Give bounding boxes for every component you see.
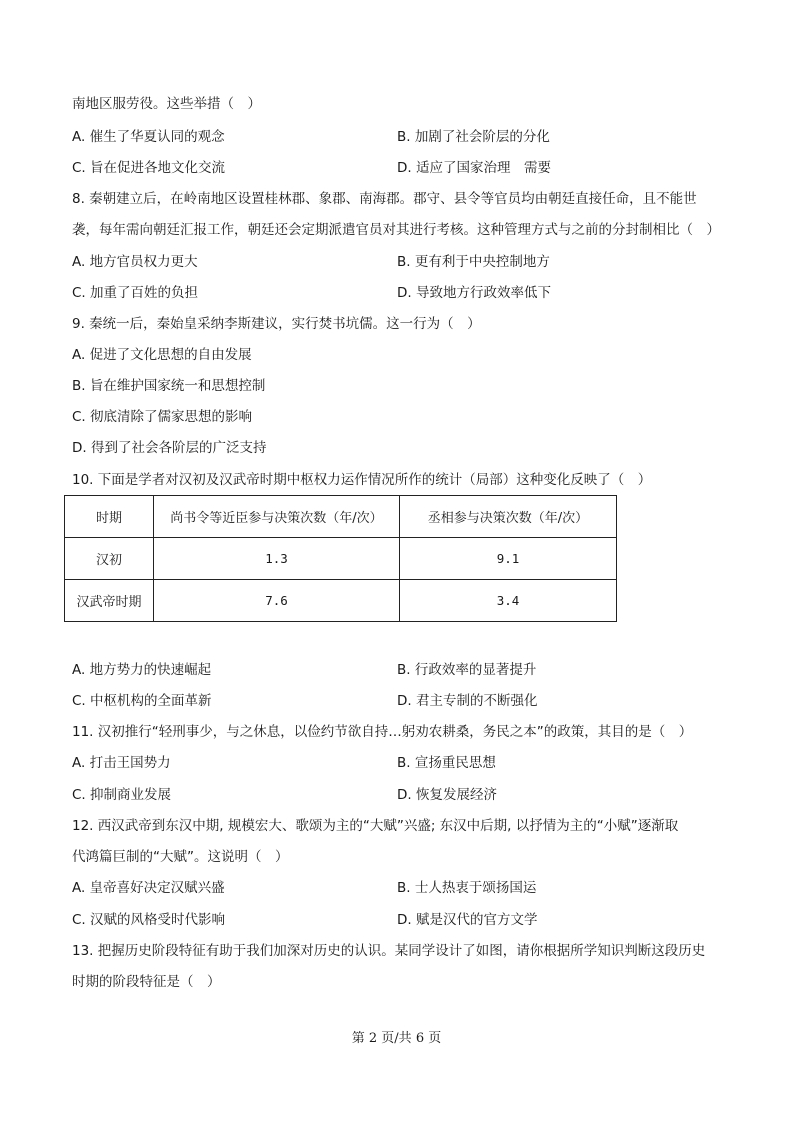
q7-option-b: B. 加剧了社会阶层的分化 — [397, 129, 550, 145]
q11-option-a: A. 打击王国势力 — [72, 755, 171, 771]
question-8-line-2: 袭，每年需向朝廷汇报工作，朝廷还会定期派遣官员对其进行考核。这种管理方式与之前的分封制相比（ ） — [72, 222, 720, 238]
question-13-line-1: 13. 把握历史阶段特征有助于我们加深对历史的认识。某同学设计了如图，请你根据所学知识判断这段历史 — [72, 943, 706, 959]
statistics-table — [64, 495, 617, 622]
q8-option-d: D. 导致地方行政效率低下 — [397, 285, 551, 301]
question-12-line-2: 代鸿篇巨制的“大赋”。这说明（ ） — [72, 849, 289, 865]
q10-option-a: A. 地方势力的快速崛起 — [72, 662, 212, 678]
q11-option-d: D. 恢复发展经济 — [397, 787, 497, 803]
q12-option-c: C. 汉赋的风格受时代影响 — [72, 912, 226, 928]
table-header-cell: 尚书令等近臣参与决策次数（年/次） — [154, 496, 400, 538]
q9-option-c: C. 彻底清除了儒家思想的影响 — [72, 409, 253, 425]
q10-option-d: D. 君主专制的不断强化 — [397, 693, 538, 709]
q8-option-b: B. 更有利于中央控制地方 — [397, 254, 550, 270]
question-13-line-2: 时期的阶段特征是（ ） — [72, 974, 221, 990]
question-11: 11. 汉初推行“轻刑事少，与之休息，以俭约节欲自持…躬劝农耕桑，务民之本”的政策，其目的是（ ） — [72, 724, 693, 740]
table-row — [65, 538, 617, 580]
q7-option-d: D. 适应了国家治理 需要 — [397, 160, 551, 176]
q7-option-c: C. 旨在促进各地文化交流 — [72, 160, 226, 176]
q10-option-b: B. 行政效率的显著提升 — [397, 662, 537, 678]
q12-option-a: A. 皇帝喜好决定汉赋兴盛 — [72, 880, 225, 896]
question-8-line-1: 8. 秦朝建立后，在岭南地区设置桂林郡、象郡、南海郡。郡守、县令等官员均由朝廷直接任命，且不能世 — [72, 191, 697, 207]
table-row — [65, 580, 617, 622]
q9-option-a: A. 促进了文化思想的自由发展 — [72, 347, 252, 363]
table-cell: 7.6 — [154, 580, 400, 622]
q12-option-d: D. 赋是汉代的官方文学 — [397, 912, 538, 928]
q12-option-b: B. 士人热衷于颂扬国运 — [397, 880, 537, 896]
table-header-row — [65, 496, 617, 538]
question-9: 9. 秦统一后，秦始皇采纳李斯建议，实行焚书坑儒。这一行为（ ） — [72, 316, 481, 332]
table-cell: 汉武帝时期 — [65, 580, 154, 622]
q8-option-a: A. 地方官员权力更大 — [72, 254, 198, 270]
question-7-tail: 南地区服劳役。这些举措（ ） — [72, 96, 261, 112]
page-footer: 第 2 页/共 6 页 — [351, 1031, 442, 1046]
question-12-line-1: 12. 西汉武帝到东汉中期, 规模宏大、歌颂为主的“大赋”兴盛; 东汉中后期, 以抒情为主的“小赋”逐渐取 — [72, 818, 679, 834]
q9-option-d: D. 得到了社会各阶层的广泛支持 — [72, 440, 267, 456]
q7-option-a: A. 催生了华夏认同的观念 — [72, 129, 225, 145]
q11-option-b: B. 宣扬重民思想 — [397, 755, 496, 771]
table-cell: 1.3 — [154, 538, 400, 580]
q10-option-c: C. 中枢机构的全面革新 — [72, 693, 212, 709]
table-cell: 9.1 — [400, 538, 617, 580]
table-cell: 3.4 — [400, 580, 617, 622]
question-10: 10. 下面是学者对汉初及汉武帝时期中枢权力运作情况所作的统计（局部）这种变化反映了（ ） — [72, 472, 652, 488]
q8-option-c: C. 加重了百姓的负担 — [72, 285, 199, 301]
table-header-cell: 丞相参与决策次数（年/次） — [400, 496, 617, 538]
q9-option-b: B. 旨在维护国家统一和思想控制 — [72, 378, 266, 394]
table-header-cell: 时期 — [65, 496, 154, 538]
q11-option-c: C. 抑制商业发展 — [72, 787, 172, 803]
table-cell: 汉初 — [65, 538, 154, 580]
